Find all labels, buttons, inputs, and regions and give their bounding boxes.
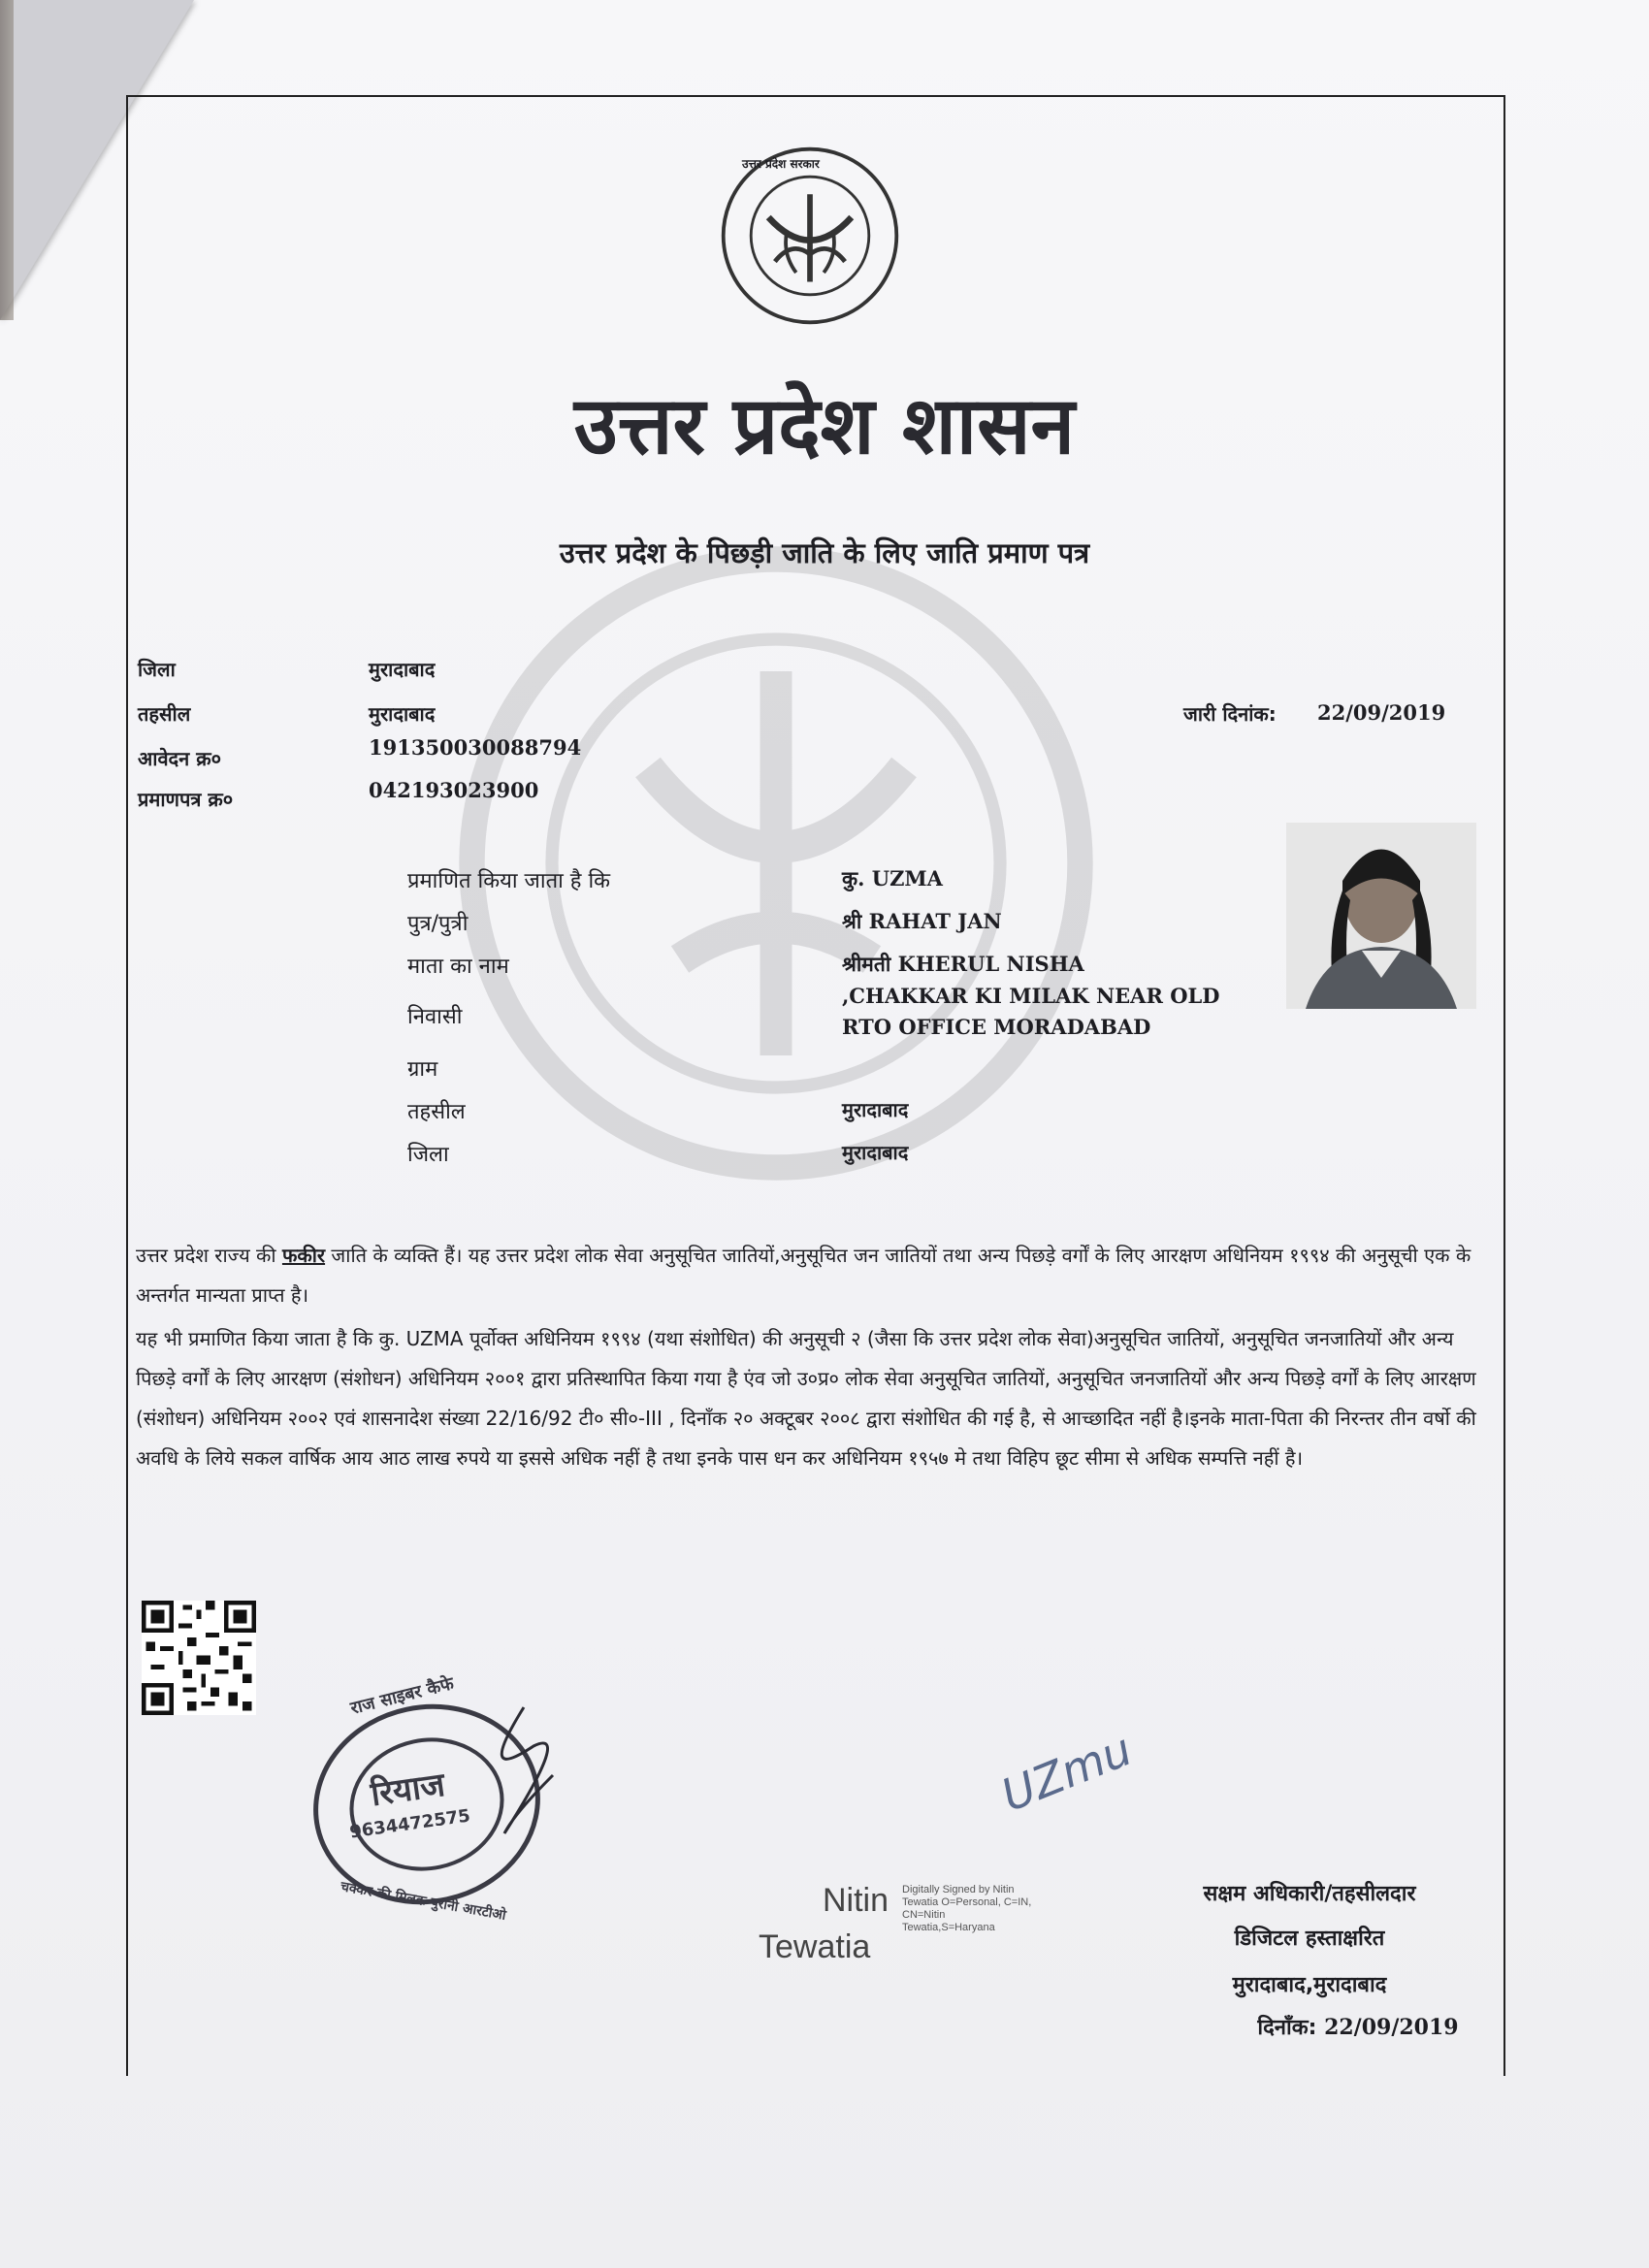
digital-signature-line: Digitally Signed by Nitin [902,1884,1015,1895]
page-title: उत्तर प्रदेश शासन [573,380,1076,472]
caste-paragraph [136,1236,1489,1315]
digital-signature-details [902,1884,1116,1934]
application-number: 191350030088794 [369,735,582,760]
district-label: जिला [138,658,176,681]
authority-date-value: 22/09/2019 [1324,2015,1459,2040]
certificate-label: प्रमाणपत्र क्र० [138,788,234,811]
authority-date [1203,2012,1513,2041]
authority-date-label: दिनाँक: [1257,2016,1317,2040]
seal-top-text: राज साइबर कैफे [348,1673,456,1719]
father-name: श्री RAHAT JAN [842,909,1002,933]
resident-address-line-1: ,CHAKKAR KI MILAK NEAR OLD [842,984,1220,1008]
certified-name: कु. UZMA [842,866,943,891]
issue-date-value: 22/09/2019 [1317,700,1446,725]
village-label: ग्राम [407,1057,438,1082]
digital-signer-first-name: Nitin [823,1882,889,1919]
resident-address-line-2: RTO OFFICE MORADABAD [842,1015,1151,1039]
handwritten-signature: UZmu [993,1722,1140,1823]
resident-label: निवासी [407,1005,463,1029]
caste-name: फकीर [281,1244,326,1267]
tehsil-label: तहसील [138,702,191,726]
seal-bottom-text: चक्कर की मिलक पुरानी आरटीओ [339,1879,507,1924]
watermark-emblem-icon [456,543,1096,1183]
certificate-number: 042193023900 [369,778,539,802]
eligibility-paragraph: यह भी प्रमाणित किया जाता है कि कु. UZMA पूर्वोक्त अधिनियम १९९४ (यथा संशोधित) की अनुसूची २ (जैसा कि उत्तर प्रदेश लोक सेवा)अनुसूचित जातियों, अनुसूचित जनजातियों और अन्य पिछड़े वर्गों के लिए आरक्षण (संशोधन) अधिनियम २००१ द्वारा प्रतिस्थापित किया गया है एंव जो उ०प्र० लोक सेवा अनुसूचित जातियों, अनुसूचित जनजातियों और अन्य पिछड़े वर्गों के लिए आरक्षण (संशोधन) अधिनियम २००२ एवं शासनादेश संख्या 22/16/92 टी० सी०-III , दिनाँक २० अक्टूबर २००८ द्वारा संशोधित की गई है, से आच्छादित नहीं है।इनके माता-पिता की निरन्तर तीन वर्षो की अवधि के लिये सकल वार्षिक आय आठ लाख रुपये या इससे अधिक नहीं है तथा इनके पास धन कर अधिनियम १९५७ मे तथा विहिप छूट सीमा से अधिक सम्पत्ति नहीं है। [136,1327,1476,1470]
qr-code-icon [142,1601,256,1715]
authority-place: मुरादाबाद,मुरादाबाद [1232,1973,1387,1997]
mother-name: श्रीमती KHERUL NISHA [842,952,1084,976]
tehsil-value: मुरादाबाद [369,702,436,726]
emblem-caption: उत्तर प्रदेश सरकार [742,157,820,171]
caste-paragraph-suffix: जाति के व्यक्ति हैं। यह उत्तर प्रदेश लोक सेवा अनुसूचित जातियों,अनुसूचित जन जातियों तथा अन्य पिछड़े वर्गों के लिए आरक्षण अधिनियम १९९४ की अनुसूची एक के अन्तर्गत मान्यता प्राप्त है। [136,1244,1471,1307]
detail-district-label: जिला [407,1143,449,1167]
detail-district-value: मुरादाबाद [842,1141,909,1164]
digital-signer-last-name: Tewatia [759,1928,871,1965]
digital-signature-line: Tewatia,S=Haryana [902,1922,995,1933]
page-subtitle: उत्तर प्रदेश के पिछड़ी जाति के लिए जाति प्रमाण पत्र [559,536,1090,569]
authority-signed: डिजिटल हस्ताक्षरित [1234,1927,1385,1951]
child-of-label: पुत्र/पुत्री [407,912,469,936]
caste-paragraph-prefix: उत्तर प्रदेश राज्य की [136,1244,282,1267]
seal-phone: 9634472575 [348,1805,472,1843]
folded-corner-shadow [0,0,14,320]
district-value: मुरादाबाद [369,658,436,681]
detail-tehsil-label: तहसील [407,1100,466,1124]
digital-signature-line: Tewatia O=Personal, C=IN, [902,1896,1032,1908]
seal-center-text: रियाज [368,1765,448,1815]
certified-label: प्रमाणित किया जाता है कि [407,869,611,893]
detail-tehsil-value: मुरादाबाद [842,1098,909,1121]
person-photo-icon [1286,823,1476,1009]
issue-date-label: जारी दिनांक: [1183,702,1277,726]
authority-designation: सक्षम अधिकारी/तहसीलदार [1203,1882,1416,1906]
application-label: आवेदन क्र० [138,747,222,770]
mother-label: माता का नाम [407,955,509,979]
applicant-photo [1286,823,1476,1009]
digital-signature-line: CN=Nitin [902,1909,946,1921]
